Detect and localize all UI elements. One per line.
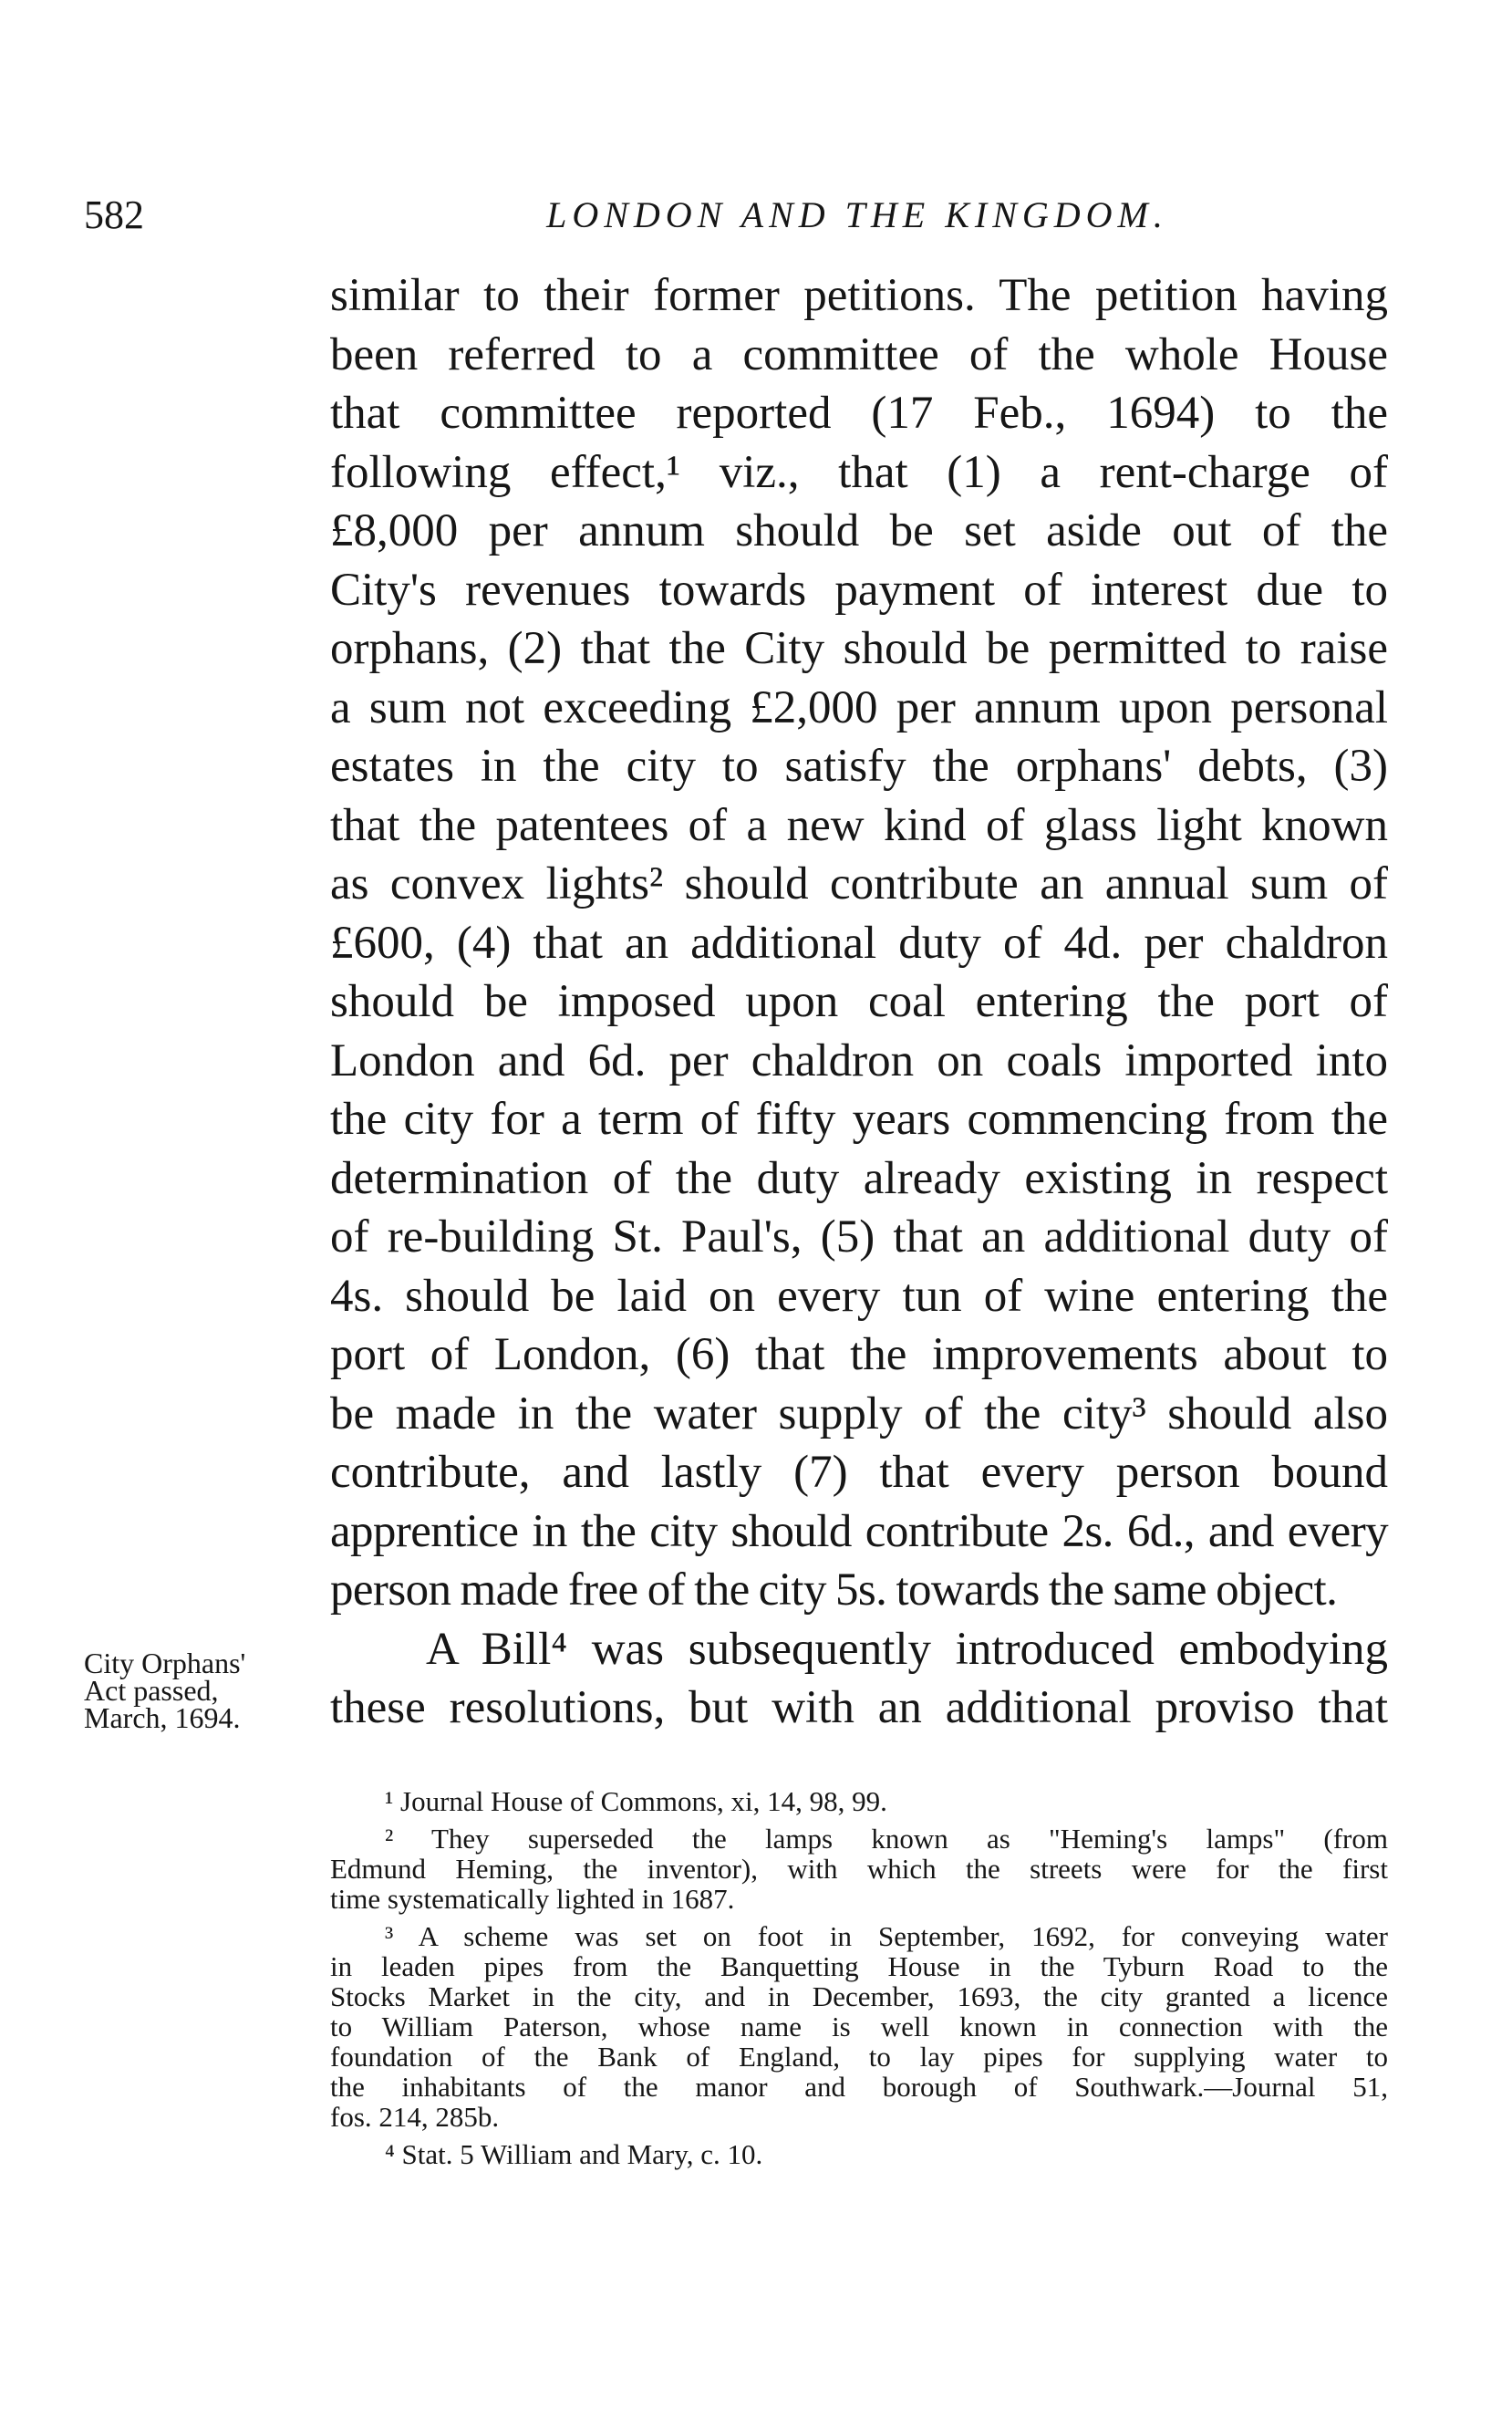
body-line: that committee reported (17 Feb., 1694) to the [330, 388, 1388, 439]
footnote-line: time systematically lighted in 1687. [330, 1883, 735, 1915]
footnote-line: Edmund Heming, the inventor), with which the streets were for the first [330, 1853, 1388, 1885]
body-line: should be imposed upon coal entering the port of [330, 976, 1388, 1027]
body-line: following effect,¹ viz., that (1) a rent-charge of [330, 446, 1388, 498]
body-line: that the patentees of a new kind of glass light known [330, 799, 1388, 851]
margin-note-line: City Orphans' [84, 1647, 246, 1679]
footnote-4 [330, 2139, 1388, 2169]
body-line: determination of the duty already existing in respect [330, 1152, 1388, 1204]
body-line: be made in the water supply of the city³ should also [330, 1387, 1388, 1439]
body-line: contribute, and lastly (7) that every person bound [330, 1447, 1388, 1498]
body-line: apprentice in the city should contribute 2s. 6d., and every [330, 1505, 1388, 1557]
footnotes [330, 1786, 1388, 2177]
footnote-line: to William Paterson, whose name is well known in connection with the [330, 2011, 1388, 2042]
body-line: these resolutions, but with an additional proviso that [330, 1682, 1388, 1733]
body-line: person made free of the city 5s. towards the same object. [330, 1564, 1338, 1616]
body-line: 4s. should be laid on every tun of wine entering the [330, 1270, 1388, 1322]
margin-note-line: March, 1694. [84, 1701, 241, 1734]
footnote-line: fos. 214, 285b. [330, 2101, 500, 2133]
margin-note [84, 1647, 321, 1734]
footnote-3 [330, 1921, 1388, 2132]
footnote-line: ³ A scheme was set on foot in September, 1692, for conveying water [385, 1920, 1388, 1952]
footnote-line: the inhabitants of the manor and borough of Southwark.—Journal 51, [330, 2071, 1388, 2103]
body-line: been referred to a committee of the whole House [330, 328, 1388, 380]
body-line: orphans, (2) that the City should be permitted to raise [330, 623, 1388, 674]
body-line: £8,000 per annum should be set aside out of the [330, 505, 1388, 556]
body-text [330, 266, 1388, 1738]
footnote-line: Stocks Market in the city, and in December, 1693, the city granted a licence [330, 1980, 1388, 2012]
footnote-2 [330, 1824, 1388, 1914]
footnote-1 [330, 1786, 1388, 1816]
body-line: port of London, (6) that the improvements about to [330, 1329, 1388, 1380]
body-line: as convex lights² should contribute an annual sum of [330, 858, 1388, 909]
body-line: similar to their former petitions. The petition having [330, 270, 1388, 321]
footnote-line: ² They superseded the lamps known as "Heming's lamps" (from [385, 1823, 1388, 1855]
margin-note-line: Act passed, [84, 1674, 219, 1707]
page-number: 582 [84, 192, 144, 237]
body-line: a sum not exceeding £2,000 per annum upon personal [330, 681, 1388, 733]
body-line: A Bill⁴ was subsequently introduced embodying [426, 1623, 1388, 1675]
body-line: the city for a term of fifty years commencing from the [330, 1094, 1388, 1145]
footnote-line: ⁴ Stat. 5 William and Mary, c. 10. [385, 2138, 763, 2170]
body-line: estates in the city to satisfy the orphans' debts, (3) [330, 741, 1388, 792]
body-line: City's revenues towards payment of interest due to [330, 564, 1388, 616]
body-line: London and 6d. per chaldron on coals imported into [330, 1034, 1388, 1086]
running-title: LONDON AND THE KINGDOM. [546, 194, 1168, 235]
body-line: of re-building St. Paul's, (5) that an additional duty of [330, 1211, 1388, 1263]
body-line: £600, (4) that an additional duty of 4d. per chaldron [330, 917, 1388, 969]
footnote-line: ¹ Journal House of Commons, xi, 14, 98, 99. [385, 1785, 887, 1817]
footnote-line: foundation of the Bank of England, to lay pipes for supplying water to [330, 2041, 1388, 2073]
footnote-line: in leaden pipes from the Banquetting House in the Tyburn Road to the [330, 1950, 1388, 1982]
